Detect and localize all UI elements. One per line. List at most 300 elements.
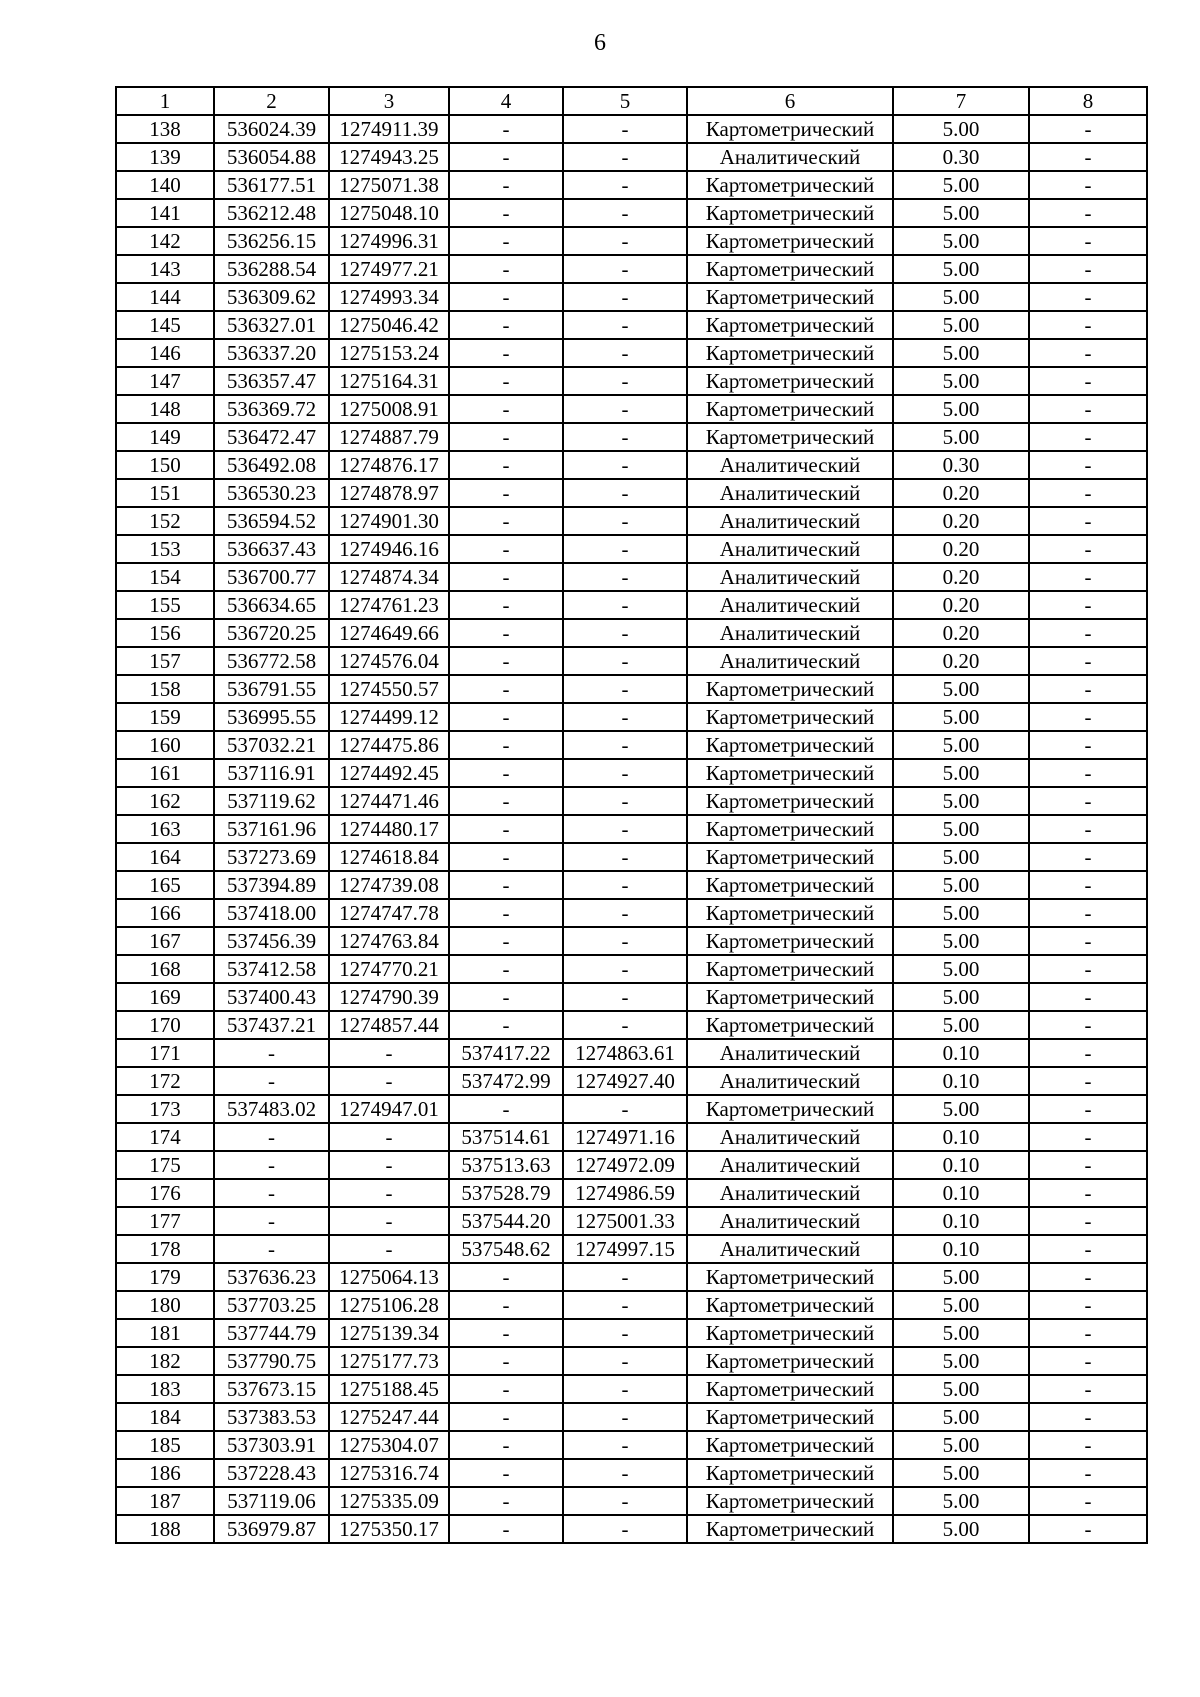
table-row bbox=[116, 731, 1147, 759]
table-cell-col-7: 5.00 bbox=[893, 283, 1029, 311]
table-cell-col-3: - bbox=[329, 1039, 449, 1067]
table-cell-col-1: 159 bbox=[116, 703, 214, 731]
table-cell-col-2: 536177.51 bbox=[214, 171, 329, 199]
table-cell-col-4: - bbox=[449, 423, 563, 451]
table-row bbox=[116, 1123, 1147, 1151]
table-cell-col-1: 142 bbox=[116, 227, 214, 255]
table-row bbox=[116, 619, 1147, 647]
table-cell-col-2: - bbox=[214, 1179, 329, 1207]
table-cell-col-3: 1275048.10 bbox=[329, 199, 449, 227]
table-cell-col-1: 178 bbox=[116, 1235, 214, 1263]
table-cell-col-2: 537437.21 bbox=[214, 1011, 329, 1039]
table-cell-col-4: - bbox=[449, 115, 563, 143]
table-cell-col-2: 537483.02 bbox=[214, 1095, 329, 1123]
table-cell-col-5: 1274997.15 bbox=[563, 1235, 687, 1263]
table-row bbox=[116, 815, 1147, 843]
table-cell-col-2: 536024.39 bbox=[214, 115, 329, 143]
table-cell-col-5: - bbox=[563, 1011, 687, 1039]
table-cell-col-2: 536791.55 bbox=[214, 675, 329, 703]
table-cell-col-5: - bbox=[563, 507, 687, 535]
table-cell-col-1: 181 bbox=[116, 1319, 214, 1347]
table-row bbox=[116, 1515, 1147, 1543]
table-cell-col-8: - bbox=[1029, 731, 1147, 759]
table-cell-col-5: - bbox=[563, 647, 687, 675]
table-cell-col-5: - bbox=[563, 451, 687, 479]
table-cell-col-6: Аналитический bbox=[687, 1151, 893, 1179]
table-cell-col-8: - bbox=[1029, 1431, 1147, 1459]
table-cell-col-8: - bbox=[1029, 1011, 1147, 1039]
table-cell-col-7: 5.00 bbox=[893, 703, 1029, 731]
table-row bbox=[116, 1179, 1147, 1207]
table-cell-col-6: Картометрический bbox=[687, 283, 893, 311]
table-row bbox=[116, 339, 1147, 367]
table-cell-col-4: - bbox=[449, 647, 563, 675]
table-cell-col-2: 536288.54 bbox=[214, 255, 329, 283]
table-cell-col-2: 537119.06 bbox=[214, 1487, 329, 1515]
table-cell-col-5: - bbox=[563, 1347, 687, 1375]
table-cell-col-1: 163 bbox=[116, 815, 214, 843]
table-cell-col-7: 5.00 bbox=[893, 1347, 1029, 1375]
table-row bbox=[116, 1011, 1147, 1039]
table-row bbox=[116, 1375, 1147, 1403]
table-row bbox=[116, 535, 1147, 563]
table-cell-col-7: 5.00 bbox=[893, 815, 1029, 843]
table-cell-col-3: 1274943.25 bbox=[329, 143, 449, 171]
table-cell-col-8: - bbox=[1029, 563, 1147, 591]
table-cell-col-6: Аналитический bbox=[687, 1123, 893, 1151]
table-cell-col-6: Картометрический bbox=[687, 1459, 893, 1487]
table-row bbox=[116, 1431, 1147, 1459]
table-cell-col-2: 536492.08 bbox=[214, 451, 329, 479]
table-cell-col-1: 175 bbox=[116, 1151, 214, 1179]
table-row bbox=[116, 1151, 1147, 1179]
table-cell-col-3: 1274576.04 bbox=[329, 647, 449, 675]
table-row bbox=[116, 899, 1147, 927]
table-cell-col-3: 1275008.91 bbox=[329, 395, 449, 423]
table-row bbox=[116, 955, 1147, 983]
table-cell-col-3: - bbox=[329, 1207, 449, 1235]
table-cell-col-6: Аналитический bbox=[687, 479, 893, 507]
table-cell-col-4: - bbox=[449, 703, 563, 731]
table-cell-col-6: Картометрический bbox=[687, 199, 893, 227]
table-cell-col-7: 5.00 bbox=[893, 1403, 1029, 1431]
table-cell-col-1: 144 bbox=[116, 283, 214, 311]
table-cell-col-3: 1274739.08 bbox=[329, 871, 449, 899]
table-cell-col-1: 155 bbox=[116, 591, 214, 619]
table-cell-col-7: 5.00 bbox=[893, 423, 1029, 451]
table-cell-col-2: 537032.21 bbox=[214, 731, 329, 759]
table-cell-col-3: 1274878.97 bbox=[329, 479, 449, 507]
table-cell-col-3: 1275177.73 bbox=[329, 1347, 449, 1375]
table-cell-col-5: - bbox=[563, 1515, 687, 1543]
table-cell-col-5: - bbox=[563, 311, 687, 339]
table-cell-col-8: - bbox=[1029, 1375, 1147, 1403]
table-cell-col-5: - bbox=[563, 983, 687, 1011]
table-cell-col-4: - bbox=[449, 731, 563, 759]
table-cell-col-4: - bbox=[449, 1263, 563, 1291]
table-cell-col-4: - bbox=[449, 227, 563, 255]
table-row bbox=[116, 227, 1147, 255]
table-cell-col-3: 1274901.30 bbox=[329, 507, 449, 535]
table-cell-col-5: - bbox=[563, 283, 687, 311]
table-cell-col-1: 139 bbox=[116, 143, 214, 171]
table-cell-col-5: - bbox=[563, 619, 687, 647]
table-row bbox=[116, 115, 1147, 143]
table-cell-col-2: 537116.91 bbox=[214, 759, 329, 787]
table-cell-col-1: 145 bbox=[116, 311, 214, 339]
table-cell-col-6: Картометрический bbox=[687, 703, 893, 731]
table-cell-col-8: - bbox=[1029, 1487, 1147, 1515]
table-cell-col-7: 5.00 bbox=[893, 227, 1029, 255]
table-cell-col-4: - bbox=[449, 311, 563, 339]
table-row bbox=[116, 591, 1147, 619]
table-cell-col-5: - bbox=[563, 171, 687, 199]
table-cell-col-3: 1274480.17 bbox=[329, 815, 449, 843]
table-row bbox=[116, 1039, 1147, 1067]
table-cell-col-1: 174 bbox=[116, 1123, 214, 1151]
table-cell-col-6: Картометрический bbox=[687, 1291, 893, 1319]
table-row bbox=[116, 843, 1147, 871]
table-cell-col-8: - bbox=[1029, 535, 1147, 563]
table-cell-col-8: - bbox=[1029, 591, 1147, 619]
table-cell-col-2: 537744.79 bbox=[214, 1319, 329, 1347]
table-cell-col-7: 0.20 bbox=[893, 535, 1029, 563]
table-cell-col-5: 1274927.40 bbox=[563, 1067, 687, 1095]
table-cell-col-8: - bbox=[1029, 1179, 1147, 1207]
table-cell-col-6: Картометрический bbox=[687, 1431, 893, 1459]
table-cell-col-8: - bbox=[1029, 479, 1147, 507]
table-cell-col-2: 537673.15 bbox=[214, 1375, 329, 1403]
table-cell-col-3: 1274761.23 bbox=[329, 591, 449, 619]
table-cell-col-7: 0.10 bbox=[893, 1235, 1029, 1263]
table-cell-col-1: 171 bbox=[116, 1039, 214, 1067]
table-cell-col-2: 536634.65 bbox=[214, 591, 329, 619]
table-cell-col-4: - bbox=[449, 1095, 563, 1123]
table-cell-col-8: - bbox=[1029, 451, 1147, 479]
table-cell-col-8: - bbox=[1029, 423, 1147, 451]
table-cell-col-6: Картометрический bbox=[687, 1375, 893, 1403]
table-cell-col-2: - bbox=[214, 1235, 329, 1263]
table-cell-col-3: 1274492.45 bbox=[329, 759, 449, 787]
table-cell-col-5: - bbox=[563, 535, 687, 563]
table-cell-col-4: - bbox=[449, 339, 563, 367]
table-cell-col-5: 1274971.16 bbox=[563, 1123, 687, 1151]
table-row bbox=[116, 1319, 1147, 1347]
table-cell-col-1: 162 bbox=[116, 787, 214, 815]
table-cell-col-4: - bbox=[449, 899, 563, 927]
table-cell-col-8: - bbox=[1029, 1291, 1147, 1319]
table-cell-col-6: Картометрический bbox=[687, 1263, 893, 1291]
table-cell-col-6: Картометрический bbox=[687, 1347, 893, 1375]
table-cell-col-6: Аналитический bbox=[687, 563, 893, 591]
column-header-6: 6 bbox=[687, 87, 893, 115]
table-cell-col-6: Картометрический bbox=[687, 311, 893, 339]
table-cell-col-5: - bbox=[563, 1319, 687, 1347]
table-cell-col-5: - bbox=[563, 423, 687, 451]
table-cell-col-6: Аналитический bbox=[687, 535, 893, 563]
table-cell-col-3: 1274618.84 bbox=[329, 843, 449, 871]
table-cell-col-1: 143 bbox=[116, 255, 214, 283]
table-cell-col-4: - bbox=[449, 1347, 563, 1375]
table-cell-col-1: 150 bbox=[116, 451, 214, 479]
table-cell-col-4: - bbox=[449, 171, 563, 199]
table-cell-col-2: 536212.48 bbox=[214, 199, 329, 227]
table-cell-col-4: - bbox=[449, 1375, 563, 1403]
table-cell-col-8: - bbox=[1029, 815, 1147, 843]
table-cell-col-5: 1275001.33 bbox=[563, 1207, 687, 1235]
table-cell-col-7: 5.00 bbox=[893, 1487, 1029, 1515]
table-cell-col-6: Аналитический bbox=[687, 1179, 893, 1207]
table-cell-col-5: - bbox=[563, 675, 687, 703]
table-cell-col-2: 536309.62 bbox=[214, 283, 329, 311]
table-cell-col-2: 537418.00 bbox=[214, 899, 329, 927]
table-cell-col-6: Аналитический bbox=[687, 451, 893, 479]
table-cell-col-5: - bbox=[563, 1375, 687, 1403]
table-cell-col-2: 536979.87 bbox=[214, 1515, 329, 1543]
table-cell-col-2: 536637.43 bbox=[214, 535, 329, 563]
table-cell-col-2: 537400.43 bbox=[214, 983, 329, 1011]
table-cell-col-6: Картометрический bbox=[687, 115, 893, 143]
table-cell-col-7: 0.10 bbox=[893, 1067, 1029, 1095]
table-cell-col-2: 537228.43 bbox=[214, 1459, 329, 1487]
table-cell-col-6: Картометрический bbox=[687, 759, 893, 787]
table-cell-col-1: 160 bbox=[116, 731, 214, 759]
column-header-7: 7 bbox=[893, 87, 1029, 115]
table-cell-col-6: Картометрический bbox=[687, 1515, 893, 1543]
table-cell-col-1: 157 bbox=[116, 647, 214, 675]
table-cell-col-5: - bbox=[563, 591, 687, 619]
table-cell-col-3: 1275316.74 bbox=[329, 1459, 449, 1487]
table-cell-col-2: 536700.77 bbox=[214, 563, 329, 591]
table-cell-col-3: 1274550.57 bbox=[329, 675, 449, 703]
table-cell-col-1: 176 bbox=[116, 1179, 214, 1207]
table-cell-col-6: Картометрический bbox=[687, 675, 893, 703]
table-cell-col-2: 536337.20 bbox=[214, 339, 329, 367]
page-number: 6 bbox=[594, 30, 606, 56]
table-cell-col-5: - bbox=[563, 395, 687, 423]
table-cell-col-4: 537472.99 bbox=[449, 1067, 563, 1095]
table-cell-col-6: Картометрический bbox=[687, 871, 893, 899]
table-cell-col-3: 1274876.17 bbox=[329, 451, 449, 479]
table-cell-col-5: - bbox=[563, 927, 687, 955]
table-cell-col-6: Картометрический bbox=[687, 339, 893, 367]
table-cell-col-3: 1274874.34 bbox=[329, 563, 449, 591]
table-cell-col-6: Аналитический bbox=[687, 1235, 893, 1263]
table-cell-col-1: 168 bbox=[116, 955, 214, 983]
table-cell-col-5: - bbox=[563, 1291, 687, 1319]
table-cell-col-7: 5.00 bbox=[893, 1375, 1029, 1403]
table-cell-col-2: 536357.47 bbox=[214, 367, 329, 395]
header-row bbox=[116, 87, 1147, 115]
table-cell-col-3: - bbox=[329, 1235, 449, 1263]
table-cell-col-8: - bbox=[1029, 1515, 1147, 1543]
table-cell-col-4: - bbox=[449, 1011, 563, 1039]
table-cell-col-4: - bbox=[449, 1319, 563, 1347]
table-cell-col-7: 0.10 bbox=[893, 1123, 1029, 1151]
table-cell-col-2: 536054.88 bbox=[214, 143, 329, 171]
table-cell-col-5: - bbox=[563, 1263, 687, 1291]
table-cell-col-1: 170 bbox=[116, 1011, 214, 1039]
table-cell-col-4: - bbox=[449, 927, 563, 955]
table-cell-col-7: 5.00 bbox=[893, 367, 1029, 395]
table-cell-col-6: Аналитический bbox=[687, 1067, 893, 1095]
table-cell-col-2: 536594.52 bbox=[214, 507, 329, 535]
table-row bbox=[116, 395, 1147, 423]
table-cell-col-5: - bbox=[563, 871, 687, 899]
table-cell-col-6: Аналитический bbox=[687, 507, 893, 535]
table-cell-col-7: 5.00 bbox=[893, 759, 1029, 787]
table-row bbox=[116, 1487, 1147, 1515]
table-cell-col-1: 138 bbox=[116, 115, 214, 143]
table-row bbox=[116, 1291, 1147, 1319]
table-cell-col-6: Картометрический bbox=[687, 367, 893, 395]
table-cell-col-1: 154 bbox=[116, 563, 214, 591]
table-cell-col-4: - bbox=[449, 591, 563, 619]
table-cell-col-8: - bbox=[1029, 1039, 1147, 1067]
table-cell-col-2: 537303.91 bbox=[214, 1431, 329, 1459]
table-cell-col-1: 173 bbox=[116, 1095, 214, 1123]
table-cell-col-8: - bbox=[1029, 675, 1147, 703]
table-cell-col-7: 0.10 bbox=[893, 1151, 1029, 1179]
table-row bbox=[116, 199, 1147, 227]
table-cell-col-8: - bbox=[1029, 1319, 1147, 1347]
table-cell-col-1: 169 bbox=[116, 983, 214, 1011]
table-cell-col-5: - bbox=[563, 199, 687, 227]
table-cell-col-2: 537456.39 bbox=[214, 927, 329, 955]
table-cell-col-1: 153 bbox=[116, 535, 214, 563]
table-cell-col-5: - bbox=[563, 1095, 687, 1123]
table-cell-col-7: 5.00 bbox=[893, 339, 1029, 367]
table-cell-col-3: - bbox=[329, 1179, 449, 1207]
table-cell-col-5: 1274863.61 bbox=[563, 1039, 687, 1067]
table-cell-col-8: - bbox=[1029, 647, 1147, 675]
table-row bbox=[116, 255, 1147, 283]
table-cell-col-8: - bbox=[1029, 143, 1147, 171]
table-cell-col-7: 0.20 bbox=[893, 507, 1029, 535]
table-cell-col-8: - bbox=[1029, 311, 1147, 339]
table-row bbox=[116, 1459, 1147, 1487]
table-cell-col-3: 1274993.34 bbox=[329, 283, 449, 311]
table-cell-col-6: Картометрический bbox=[687, 983, 893, 1011]
table-cell-col-8: - bbox=[1029, 115, 1147, 143]
table-cell-col-3: 1274471.46 bbox=[329, 787, 449, 815]
table-row bbox=[116, 171, 1147, 199]
table-cell-col-6: Аналитический bbox=[687, 591, 893, 619]
table-cell-col-4: 537514.61 bbox=[449, 1123, 563, 1151]
table-row bbox=[116, 367, 1147, 395]
table-cell-col-7: 5.00 bbox=[893, 1263, 1029, 1291]
table-cell-col-2: 536530.23 bbox=[214, 479, 329, 507]
table-cell-col-2: 537383.53 bbox=[214, 1403, 329, 1431]
table-row bbox=[116, 507, 1147, 535]
table-cell-col-3: 1275071.38 bbox=[329, 171, 449, 199]
table-cell-col-7: 0.20 bbox=[893, 647, 1029, 675]
table-cell-col-3: 1275164.31 bbox=[329, 367, 449, 395]
table-cell-col-7: 5.00 bbox=[893, 787, 1029, 815]
table-cell-col-5: 1274972.09 bbox=[563, 1151, 687, 1179]
table-cell-col-5: - bbox=[563, 1403, 687, 1431]
table-cell-col-6: Картометрический bbox=[687, 927, 893, 955]
table-cell-col-7: 5.00 bbox=[893, 1011, 1029, 1039]
table-cell-col-5: - bbox=[563, 1459, 687, 1487]
table-cell-col-6: Картометрический bbox=[687, 227, 893, 255]
table-cell-col-8: - bbox=[1029, 199, 1147, 227]
table-cell-col-3: 1275247.44 bbox=[329, 1403, 449, 1431]
table-cell-col-4: - bbox=[449, 759, 563, 787]
table-cell-col-4: - bbox=[449, 1291, 563, 1319]
table-cell-col-4: - bbox=[449, 255, 563, 283]
table-row bbox=[116, 1067, 1147, 1095]
table-row bbox=[116, 787, 1147, 815]
table-cell-col-7: 5.00 bbox=[893, 311, 1029, 339]
table-cell-col-3: 1274911.39 bbox=[329, 115, 449, 143]
table-cell-col-6: Картометрический bbox=[687, 423, 893, 451]
table-cell-col-4: - bbox=[449, 1431, 563, 1459]
table-cell-col-1: 141 bbox=[116, 199, 214, 227]
table-cell-col-6: Картометрический bbox=[687, 1403, 893, 1431]
table-cell-col-1: 151 bbox=[116, 479, 214, 507]
table-cell-col-1: 148 bbox=[116, 395, 214, 423]
column-header-2: 2 bbox=[214, 87, 329, 115]
table-cell-col-4: 537544.20 bbox=[449, 1207, 563, 1235]
table-cell-col-2: - bbox=[214, 1207, 329, 1235]
table-cell-col-8: - bbox=[1029, 1347, 1147, 1375]
table-cell-col-7: 0.10 bbox=[893, 1207, 1029, 1235]
table-cell-col-6: Картометрический bbox=[687, 1487, 893, 1515]
table-cell-col-7: 0.20 bbox=[893, 563, 1029, 591]
table-header bbox=[116, 87, 1147, 115]
table-cell-col-6: Картометрический bbox=[687, 787, 893, 815]
table-cell-col-8: - bbox=[1029, 787, 1147, 815]
table-row bbox=[116, 983, 1147, 1011]
table-body bbox=[116, 115, 1147, 1543]
table-row bbox=[116, 1347, 1147, 1375]
table-cell-col-7: 5.00 bbox=[893, 199, 1029, 227]
table-cell-col-8: - bbox=[1029, 395, 1147, 423]
table-cell-col-3: 1275064.13 bbox=[329, 1263, 449, 1291]
table-cell-col-3: 1275106.28 bbox=[329, 1291, 449, 1319]
table-cell-col-6: Картометрический bbox=[687, 171, 893, 199]
table-cell-col-6: Аналитический bbox=[687, 619, 893, 647]
table-cell-col-3: 1274770.21 bbox=[329, 955, 449, 983]
table-cell-col-8: - bbox=[1029, 899, 1147, 927]
table-cell-col-3: 1275335.09 bbox=[329, 1487, 449, 1515]
table-row bbox=[116, 563, 1147, 591]
table-cell-col-8: - bbox=[1029, 955, 1147, 983]
table-cell-col-6: Картометрический bbox=[687, 815, 893, 843]
table-cell-col-1: 164 bbox=[116, 843, 214, 871]
table-cell-col-5: - bbox=[563, 843, 687, 871]
table-cell-col-3: 1274996.31 bbox=[329, 227, 449, 255]
table-cell-col-2: - bbox=[214, 1039, 329, 1067]
table-cell-col-7: 5.00 bbox=[893, 115, 1029, 143]
table-cell-col-5: 1274986.59 bbox=[563, 1179, 687, 1207]
table-cell-col-6: Картометрический bbox=[687, 1011, 893, 1039]
table-cell-col-1: 172 bbox=[116, 1067, 214, 1095]
table-cell-col-3: 1274763.84 bbox=[329, 927, 449, 955]
table-cell-col-2: 537636.23 bbox=[214, 1263, 329, 1291]
table-cell-col-4: - bbox=[449, 1515, 563, 1543]
table-cell-col-7: 5.00 bbox=[893, 731, 1029, 759]
table-cell-col-4: - bbox=[449, 367, 563, 395]
table-cell-col-4: 537528.79 bbox=[449, 1179, 563, 1207]
table-row bbox=[116, 479, 1147, 507]
table-cell-col-4: - bbox=[449, 563, 563, 591]
table-cell-col-2: 536995.55 bbox=[214, 703, 329, 731]
coordinates-table bbox=[115, 86, 1148, 1544]
table-cell-col-5: - bbox=[563, 339, 687, 367]
table-cell-col-7: 5.00 bbox=[893, 1095, 1029, 1123]
